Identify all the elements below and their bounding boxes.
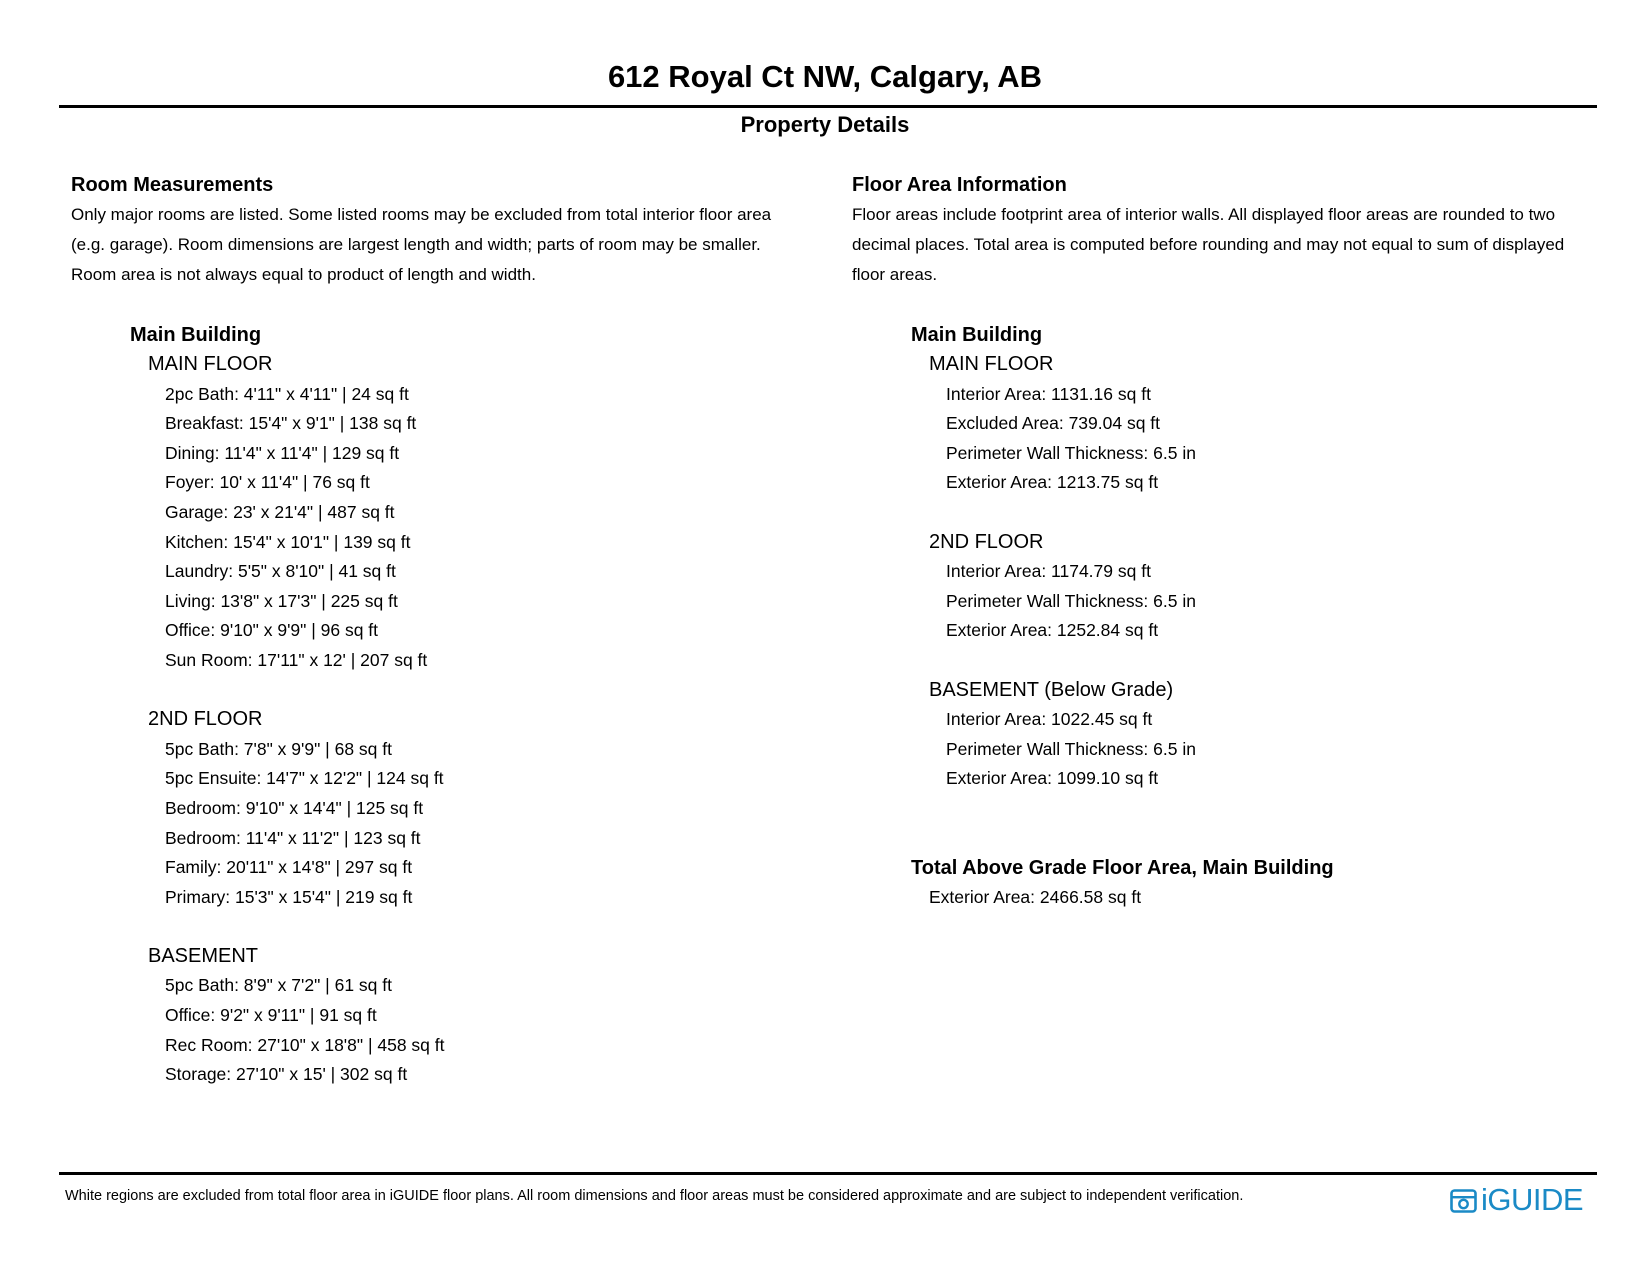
room-measurements-description (71, 200, 831, 290)
footer-divider (59, 1172, 1597, 1175)
area-floor-main (929, 350, 1612, 528)
floor-name: MAIN FLOOR (929, 353, 1054, 375)
description-line: Room area is not always equal to product of length and width. (71, 265, 536, 284)
floor-name: BASEMENT (Below Grade) (929, 678, 1174, 701)
floor-main (148, 350, 831, 705)
page-title: 612 Royal Ct NW, Calgary, AB (607, 59, 1043, 94)
room-measurements-heading: Room Measurements (71, 174, 274, 196)
room-entry: Kitchen: 15'4" x 10'1" | 139 sq ft (165, 531, 411, 552)
room-entry: Family: 20'11" x 14'8" | 297 sq ft (165, 857, 413, 878)
area-entry: Exterior Area: 1099.10 sq ft (946, 768, 1159, 789)
camera-icon (1450, 1187, 1477, 1214)
floor-name: BASEMENT (148, 944, 259, 967)
room-entry: Bedroom: 9'10" x 14'4" | 125 sq ft (165, 797, 424, 818)
building-heading: Main Building (130, 324, 262, 346)
area-entry: Perimeter Wall Thickness: 6.5 in (946, 442, 1196, 463)
total-area-heading: Total Above Grade Floor Area, Main Building (911, 857, 1334, 880)
iguide-logo (1450, 1182, 1583, 1218)
floor-name: MAIN FLOOR (148, 353, 273, 375)
description-line: (e.g. garage). Room dimensions are largest length and width; parts of room may be smaller. (71, 235, 761, 254)
area-entry: Excluded Area: 739.04 sq ft (946, 413, 1161, 434)
description-line: Floor areas include footprint area of interior walls. All displayed floor areas are rounded to two (852, 205, 1556, 224)
area-entry: Perimeter Wall Thickness: 6.5 in (946, 738, 1196, 759)
room-entry: Living: 13'8" x 17'3" | 225 sq ft (165, 590, 398, 611)
area-floor-basement (929, 676, 1612, 794)
room-entry: Storage: 27'10" x 15' | 302 sq ft (165, 1064, 408, 1085)
area-entry: Interior Area: 1174.79 sq ft (946, 561, 1151, 582)
building-heading: Main Building (911, 324, 1043, 346)
room-entry: 2pc Bath: 4'11" x 4'11" | 24 sq ft (165, 383, 409, 404)
room-measurements-section (71, 170, 831, 1090)
description-line: Only major rooms are listed. Some listed rooms may be excluded from total interior floor area (71, 205, 772, 224)
room-entry: Sun Room: 17'11" x 12' | 207 sq ft (165, 649, 428, 670)
page-subtitle: Property Details (740, 112, 910, 137)
floor-name: 2ND FLOOR (148, 708, 263, 731)
room-entry: Office: 9'2" x 9'11" | 91 sq ft (165, 1005, 377, 1026)
room-entry: Rec Room: 27'10" x 18'8" | 458 sq ft (165, 1034, 445, 1055)
description-line: decimal places. Total area is computed before rounding and may not equal to sum of displayed (852, 235, 1565, 254)
room-entry: 5pc Ensuite: 14'7" x 12'2" | 124 sq ft (165, 768, 444, 789)
room-entry: Garage: 23' x 21'4" | 487 sq ft (165, 501, 395, 522)
room-entry: Dining: 11'4" x 11'4" | 129 sq ft (165, 442, 400, 463)
area-entry: Interior Area: 1022.45 sq ft (946, 709, 1153, 730)
description-line: floor areas. (852, 265, 938, 284)
room-entry: 5pc Bath: 8'9" x 7'2" | 61 sq ft (165, 975, 392, 996)
room-entry: Office: 9'10" x 9'9" | 96 sq ft (165, 620, 379, 641)
area-entry: Exterior Area: 1252.84 sq ft (946, 620, 1159, 641)
floor-second (148, 705, 831, 942)
floor-area-description (852, 200, 1612, 290)
floor-area-section (852, 170, 1612, 913)
area-entry: Exterior Area: 1213.75 sq ft (946, 472, 1159, 493)
floor-area-heading: Floor Area Information (852, 174, 1067, 196)
area-entry: Perimeter Wall Thickness: 6.5 in (946, 590, 1196, 611)
floor-basement (148, 942, 831, 1090)
area-entry: Interior Area: 1131.16 sq ft (946, 383, 1151, 404)
total-area-value: Exterior Area: 2466.58 sq ft (929, 887, 1142, 908)
area-floor-second (929, 528, 1612, 676)
room-entry: 5pc Bath: 7'8" x 9'9" | 68 sq ft (165, 738, 392, 759)
logo-text: iGUIDE (1481, 1182, 1584, 1217)
room-entry: Bedroom: 11'4" x 11'2" | 123 sq ft (165, 827, 421, 848)
room-entry: Foyer: 10' x 11'4" | 76 sq ft (165, 472, 370, 493)
title-divider (59, 105, 1597, 108)
total-area-block (852, 824, 1612, 913)
footer-disclaimer: White regions are excluded from total floor area in iGUIDE floor plans. All room dimensions and floor areas must be considered approximate and are subject to independent verification. (65, 1188, 1244, 1204)
room-entry: Laundry: 5'5" x 8'10" | 41 sq ft (165, 561, 396, 582)
floor-name: 2ND FLOOR (929, 530, 1044, 553)
room-entry: Breakfast: 15'4" x 9'1" | 138 sq ft (165, 413, 417, 434)
room-entry: Primary: 15'3" x 15'4" | 219 sq ft (165, 886, 413, 907)
